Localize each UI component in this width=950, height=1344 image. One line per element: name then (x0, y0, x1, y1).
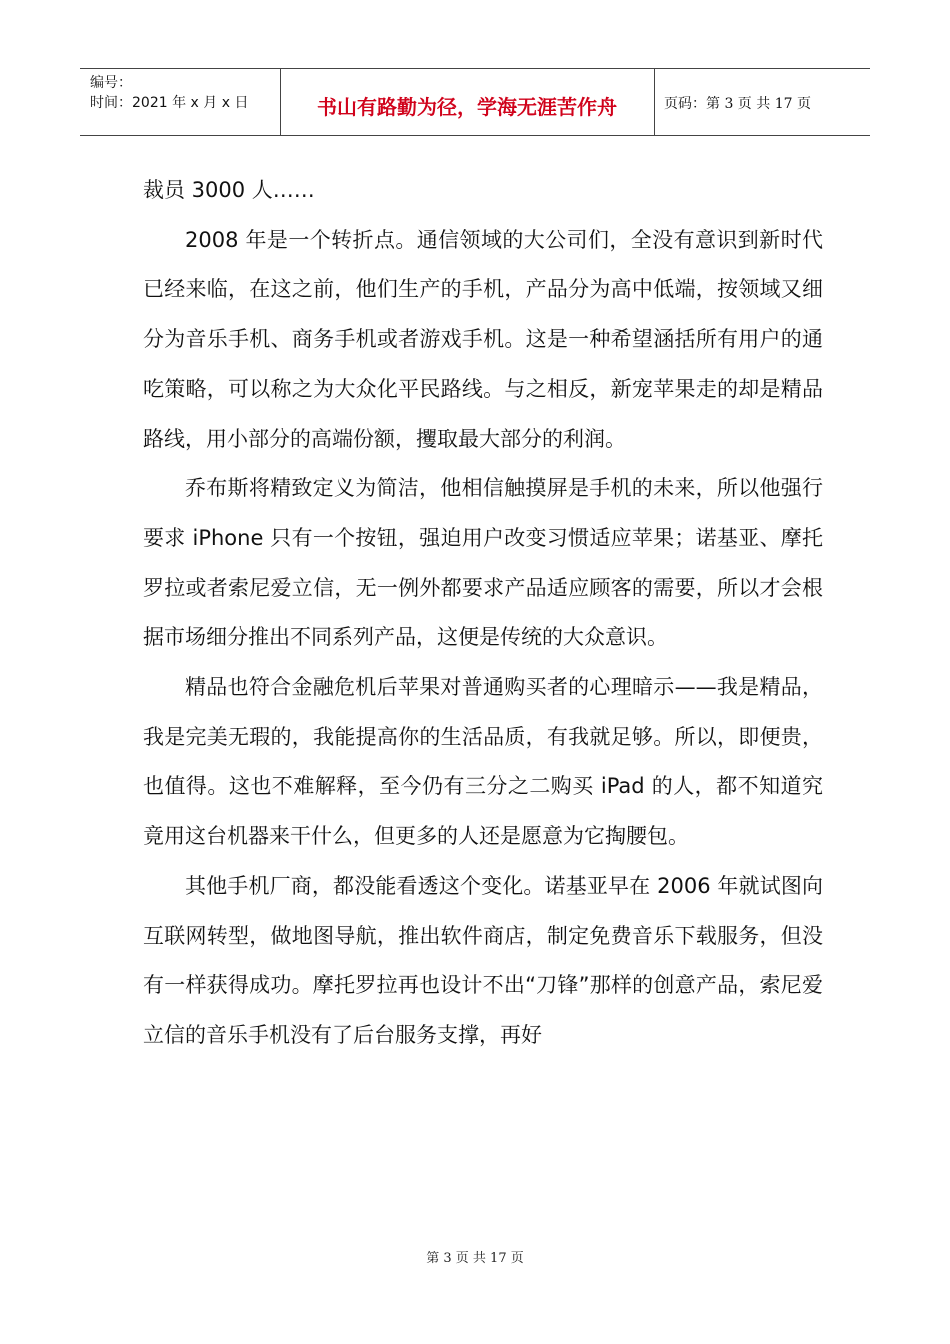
paragraph: 裁员 3000 人…… (143, 178, 315, 202)
header-meta (90, 73, 248, 113)
document-number-label: 编号： (90, 75, 132, 91)
document-date: 时间：2021 年 x 月 x 日 (90, 95, 249, 111)
document-body (143, 166, 823, 1061)
paragraph: 精品也符合金融危机后苹果对普通购买者的心理暗示——我是精品，我是完美无瑕的，我能提高你的生活品质，有我就足够。所以，即便贵，也值得。这也不难解释，至今仍有三分之二购买 iPad 的人，都不知道究竟用这台机器来干什么，但更多的人还是愿意为它掏腰包。 (143, 675, 823, 849)
header-divider (654, 69, 655, 135)
header-page-info: 页码：第 3 页 共 17 页 (664, 96, 811, 112)
paragraph: 2008 年是一个转折点。通信领域的大公司们，全没有意识到新时代已经来临，在这之前，他们生产的手机，产品分为高中低端，按领域又细分为音乐手机、商务手机或者游戏手机。这是一种希望涵括所有用户的通吃策略，可以称之为大众化平民路线。与之相反，新宠苹果走的却是精品路线，用小部分的高端份额，攫取最大部分的利润。 (143, 227, 823, 451)
page-header (80, 68, 870, 136)
paragraph: 其他手机厂商，都没能看透这个变化。诺基亚早在 2006 年就试图向互联网转型，做地图导航，推出软件商店，制定免费音乐下载服务，但没有一样获得成功。摩托罗拉再也设计不出“刀锋”那样的创意产品，索尼爱立信的音乐手机没有了后台服务支撑，再好 (143, 873, 823, 1047)
paragraph: 乔布斯将精致定义为简洁，他相信触摸屏是手机的未来，所以他强行要求 iPhone 只有一个按钮，强迫用户改变习惯适应苹果；诺基亚、摩托罗拉或者索尼爱立信，无一例外都要求产品适应顾客的需要，所以才会根据市场细分推出不同系列产品，这便是传统的大众意识。 (143, 476, 823, 650)
page-footer: 第 3 页 共 17 页 (426, 1251, 524, 1266)
header-motto: 书山有路勤为径，学海无涯苦作舟 (317, 95, 617, 119)
